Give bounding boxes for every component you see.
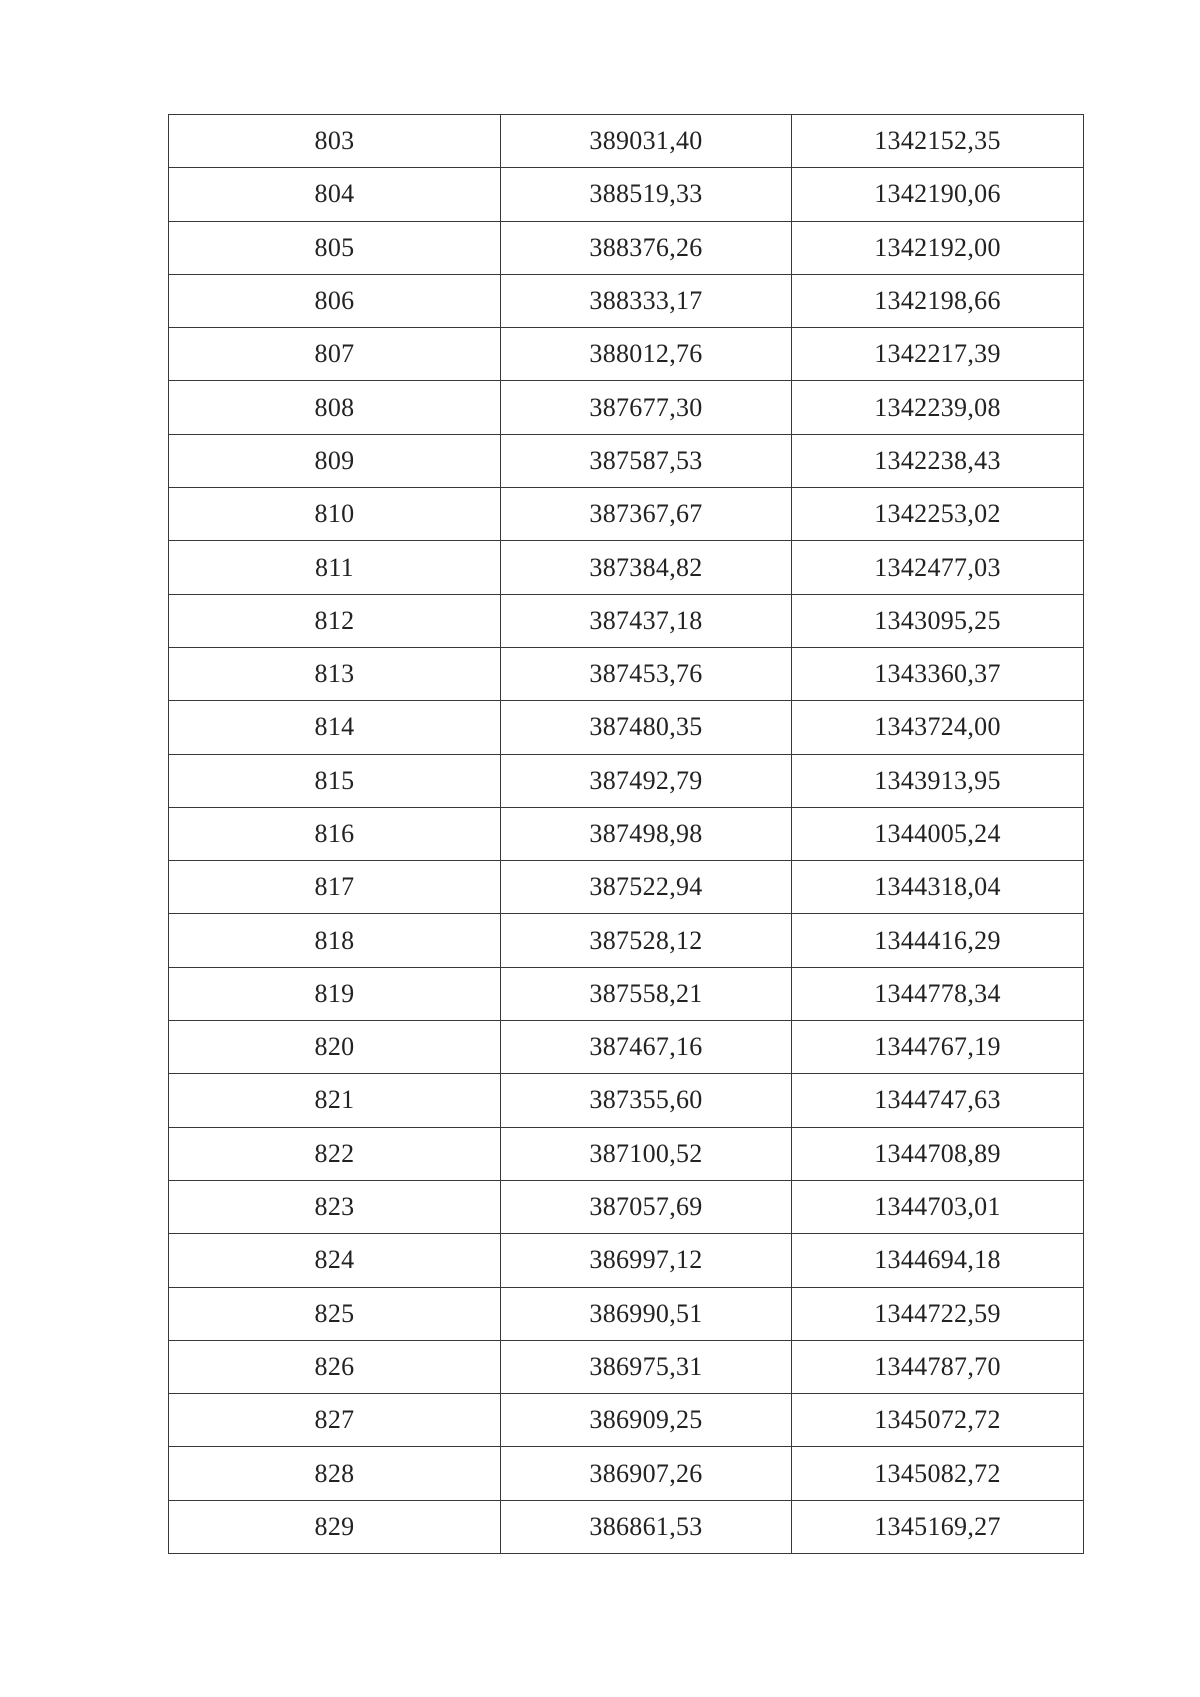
point-number-cell: 806 xyxy=(169,274,501,327)
x-coordinate-cell: 388012,76 xyxy=(501,328,792,381)
coordinates-table xyxy=(168,114,1084,1554)
x-coordinate-cell: 386975,31 xyxy=(501,1340,792,1393)
point-number-cell: 805 xyxy=(169,221,501,274)
x-coordinate-cell: 388333,17 xyxy=(501,274,792,327)
x-coordinate-cell: 388519,33 xyxy=(501,168,792,221)
point-number-cell: 811 xyxy=(169,541,501,594)
x-coordinate-cell: 387498,98 xyxy=(501,807,792,860)
y-coordinate-cell: 1345072,72 xyxy=(792,1394,1084,1447)
point-number-cell: 817 xyxy=(169,861,501,914)
point-number-cell: 829 xyxy=(169,1500,501,1553)
point-number-cell: 825 xyxy=(169,1287,501,1340)
x-coordinate-cell: 386990,51 xyxy=(501,1287,792,1340)
table-row xyxy=(169,701,1084,754)
y-coordinate-cell: 1344416,29 xyxy=(792,914,1084,967)
point-number-cell: 815 xyxy=(169,754,501,807)
x-coordinate-cell: 387453,76 xyxy=(501,647,792,700)
point-number-cell: 818 xyxy=(169,914,501,967)
y-coordinate-cell: 1344778,34 xyxy=(792,967,1084,1020)
y-coordinate-cell: 1344005,24 xyxy=(792,807,1084,860)
x-coordinate-cell: 387100,52 xyxy=(501,1127,792,1180)
x-coordinate-cell: 388376,26 xyxy=(501,221,792,274)
point-number-cell: 827 xyxy=(169,1394,501,1447)
table-row xyxy=(169,1127,1084,1180)
x-coordinate-cell: 386907,26 xyxy=(501,1447,792,1500)
y-coordinate-cell: 1343724,00 xyxy=(792,701,1084,754)
y-coordinate-cell: 1344703,01 xyxy=(792,1180,1084,1233)
y-coordinate-cell: 1343095,25 xyxy=(792,594,1084,647)
table-row xyxy=(169,754,1084,807)
y-coordinate-cell: 1343913,95 xyxy=(792,754,1084,807)
table-row xyxy=(169,488,1084,541)
x-coordinate-cell: 387677,30 xyxy=(501,381,792,434)
point-number-cell: 804 xyxy=(169,168,501,221)
table-row xyxy=(169,647,1084,700)
table-row xyxy=(169,221,1084,274)
table-row xyxy=(169,541,1084,594)
y-coordinate-cell: 1342253,02 xyxy=(792,488,1084,541)
point-number-cell: 819 xyxy=(169,967,501,1020)
y-coordinate-cell: 1344747,63 xyxy=(792,1074,1084,1127)
y-coordinate-cell: 1344787,70 xyxy=(792,1340,1084,1393)
table-row xyxy=(169,1287,1084,1340)
x-coordinate-cell: 387558,21 xyxy=(501,967,792,1020)
x-coordinate-cell: 389031,40 xyxy=(501,115,792,168)
table-row xyxy=(169,1447,1084,1500)
table-row xyxy=(169,168,1084,221)
table-row xyxy=(169,1340,1084,1393)
x-coordinate-cell: 387587,53 xyxy=(501,434,792,487)
table-row xyxy=(169,1234,1084,1287)
x-coordinate-cell: 386861,53 xyxy=(501,1500,792,1553)
point-number-cell: 812 xyxy=(169,594,501,647)
y-coordinate-cell: 1344722,59 xyxy=(792,1287,1084,1340)
table-row xyxy=(169,1180,1084,1233)
point-number-cell: 807 xyxy=(169,328,501,381)
table-row xyxy=(169,328,1084,381)
point-number-cell: 828 xyxy=(169,1447,501,1500)
table-row xyxy=(169,861,1084,914)
x-coordinate-cell: 387384,82 xyxy=(501,541,792,594)
point-number-cell: 816 xyxy=(169,807,501,860)
x-coordinate-cell: 387057,69 xyxy=(501,1180,792,1233)
point-number-cell: 820 xyxy=(169,1021,501,1074)
table-row xyxy=(169,274,1084,327)
y-coordinate-cell: 1342238,43 xyxy=(792,434,1084,487)
table-row xyxy=(169,1500,1084,1553)
y-coordinate-cell: 1345082,72 xyxy=(792,1447,1084,1500)
y-coordinate-cell: 1345169,27 xyxy=(792,1500,1084,1553)
y-coordinate-cell: 1343360,37 xyxy=(792,647,1084,700)
y-coordinate-cell: 1342239,08 xyxy=(792,381,1084,434)
y-coordinate-cell: 1342198,66 xyxy=(792,274,1084,327)
table-row xyxy=(169,807,1084,860)
x-coordinate-cell: 387355,60 xyxy=(501,1074,792,1127)
y-coordinate-cell: 1344318,04 xyxy=(792,861,1084,914)
table-row xyxy=(169,381,1084,434)
x-coordinate-cell: 387480,35 xyxy=(501,701,792,754)
point-number-cell: 814 xyxy=(169,701,501,754)
table-row xyxy=(169,594,1084,647)
table-row xyxy=(169,434,1084,487)
point-number-cell: 826 xyxy=(169,1340,501,1393)
x-coordinate-cell: 387467,16 xyxy=(501,1021,792,1074)
y-coordinate-cell: 1344694,18 xyxy=(792,1234,1084,1287)
x-coordinate-cell: 386997,12 xyxy=(501,1234,792,1287)
y-coordinate-cell: 1342217,39 xyxy=(792,328,1084,381)
x-coordinate-cell: 387528,12 xyxy=(501,914,792,967)
x-coordinate-cell: 387522,94 xyxy=(501,861,792,914)
x-coordinate-cell: 387492,79 xyxy=(501,754,792,807)
point-number-cell: 809 xyxy=(169,434,501,487)
table-row xyxy=(169,967,1084,1020)
y-coordinate-cell: 1342192,00 xyxy=(792,221,1084,274)
point-number-cell: 810 xyxy=(169,488,501,541)
point-number-cell: 823 xyxy=(169,1180,501,1233)
y-coordinate-cell: 1344767,19 xyxy=(792,1021,1084,1074)
point-number-cell: 821 xyxy=(169,1074,501,1127)
point-number-cell: 808 xyxy=(169,381,501,434)
table-row xyxy=(169,115,1084,168)
table-row xyxy=(169,1074,1084,1127)
y-coordinate-cell: 1342190,06 xyxy=(792,168,1084,221)
point-number-cell: 803 xyxy=(169,115,501,168)
point-number-cell: 813 xyxy=(169,647,501,700)
x-coordinate-cell: 387367,67 xyxy=(501,488,792,541)
point-number-cell: 824 xyxy=(169,1234,501,1287)
table-row xyxy=(169,1021,1084,1074)
y-coordinate-cell: 1342152,35 xyxy=(792,115,1084,168)
coordinates-table-body xyxy=(169,115,1084,1554)
y-coordinate-cell: 1344708,89 xyxy=(792,1127,1084,1180)
x-coordinate-cell: 387437,18 xyxy=(501,594,792,647)
table-row xyxy=(169,914,1084,967)
x-coordinate-cell: 386909,25 xyxy=(501,1394,792,1447)
table-row xyxy=(169,1394,1084,1447)
y-coordinate-cell: 1342477,03 xyxy=(792,541,1084,594)
point-number-cell: 822 xyxy=(169,1127,501,1180)
